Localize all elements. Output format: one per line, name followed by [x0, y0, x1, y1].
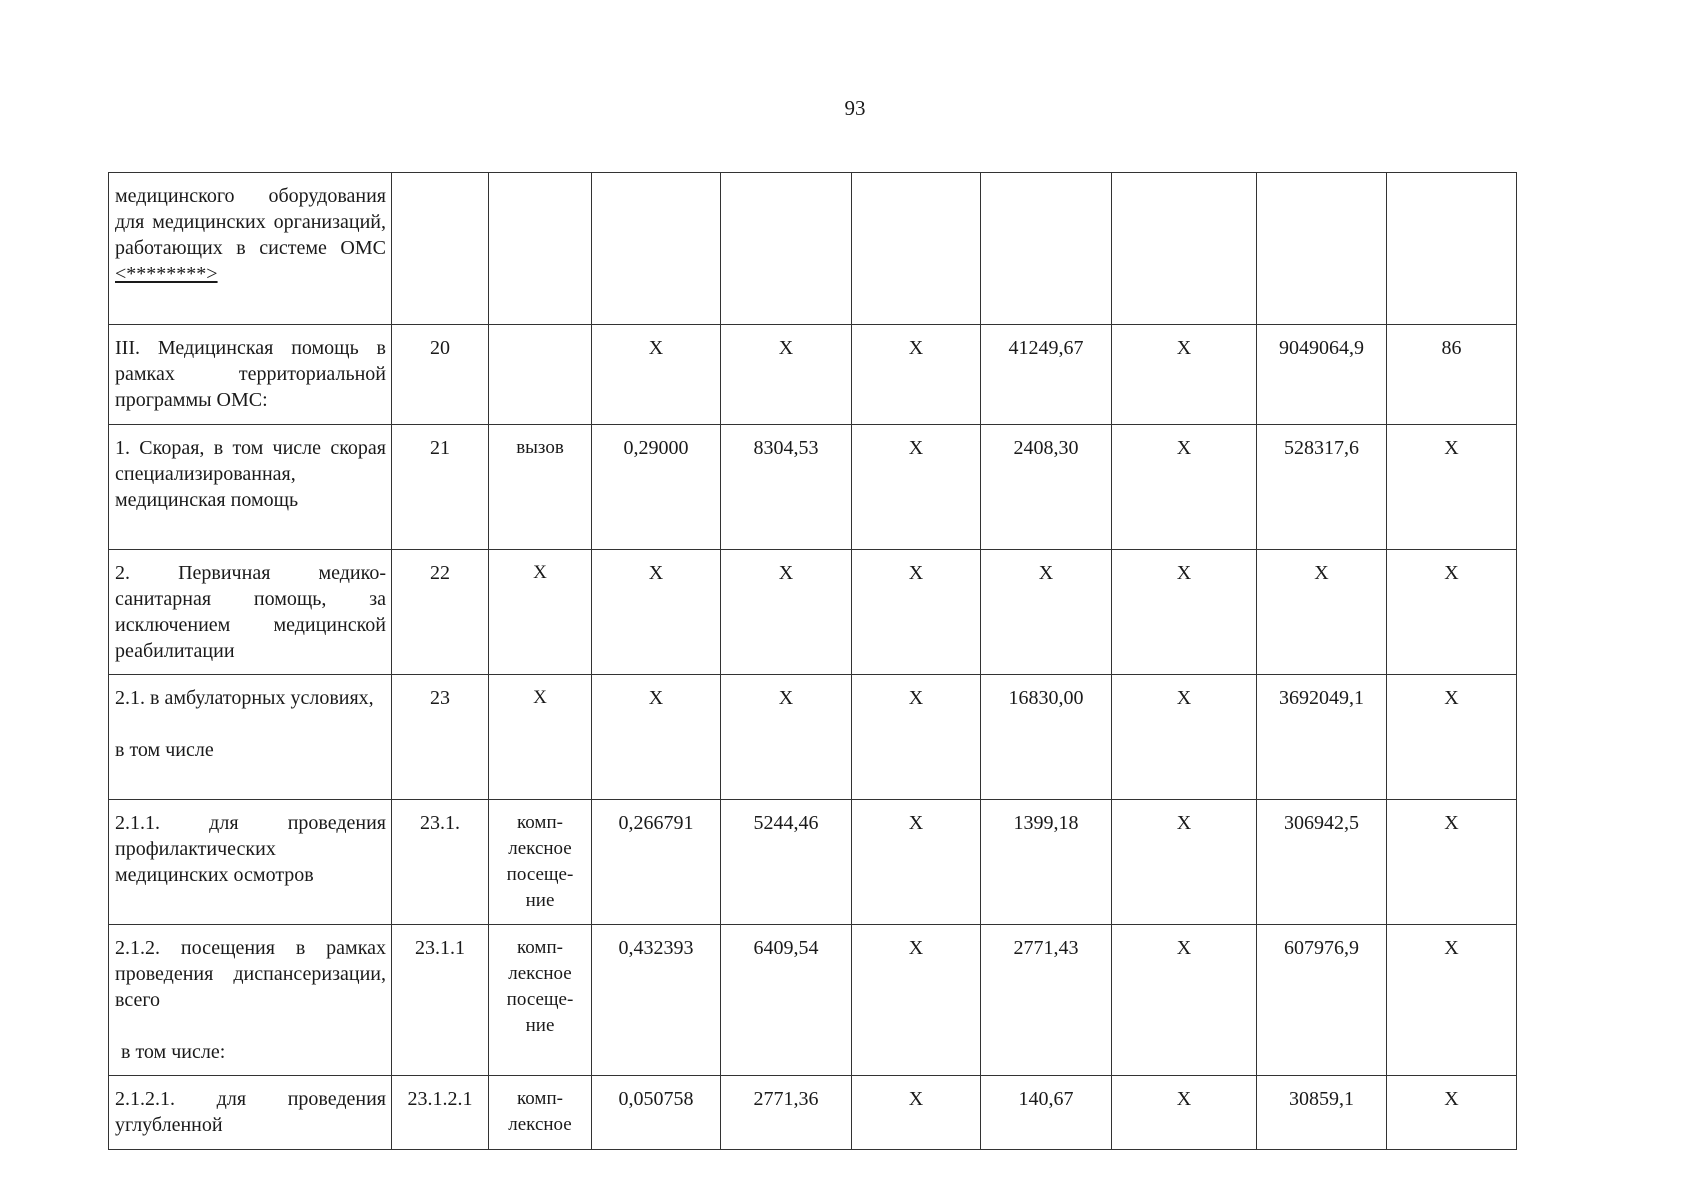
row-value-6-cell: 30859,1	[1257, 1076, 1387, 1150]
row-unit-cell: X	[489, 550, 592, 675]
row-value-6-cell: 528317,6	[1257, 425, 1387, 550]
row-value-1-cell: 0,432393	[592, 925, 721, 1076]
row-line-cell: 23.1.	[392, 800, 489, 925]
row-value-7-cell: X	[1387, 550, 1517, 675]
row-unit-cell: комп-лексное	[489, 1076, 592, 1150]
row-value-4-cell: 140,67	[981, 1076, 1112, 1150]
row-value-4-cell: 1399,18	[981, 800, 1112, 925]
row-value-7-cell: X	[1387, 800, 1517, 925]
row-value-1-cell	[592, 173, 721, 325]
row-name-text: 2. Первичная медико-санитарная помощь, за исключением медицинской реабилитации	[115, 562, 386, 662]
row-name-text: 2.1.2. посещения в рамках проведения диспансеризации, всего	[115, 937, 386, 1011]
row-name-text: медицинского оборудования для медицинских организаций, работающих в системе ОМС	[115, 185, 386, 259]
row-value-5-cell: X	[1112, 550, 1257, 675]
row-unit-cell: X	[489, 675, 592, 800]
table-row	[109, 925, 1517, 1076]
row-value-1-cell: 0,29000	[592, 425, 721, 550]
row-name-cell	[109, 675, 392, 800]
row-value-3-cell: X	[852, 675, 981, 800]
row-value-5-cell: X	[1112, 325, 1257, 425]
row-value-3-cell: X	[852, 1076, 981, 1150]
row-value-6-cell: 9049064,9	[1257, 325, 1387, 425]
row-value-6-cell: 3692049,1	[1257, 675, 1387, 800]
row-value-2-cell: 5244,46	[721, 800, 852, 925]
table-row	[109, 1076, 1517, 1150]
row-line-cell	[392, 173, 489, 325]
row-value-7-cell: X	[1387, 675, 1517, 800]
row-value-2-cell: 2771,36	[721, 1076, 852, 1150]
row-name-cell	[109, 1076, 392, 1150]
row-value-2-cell: X	[721, 325, 852, 425]
row-value-4-cell	[981, 173, 1112, 325]
row-unit-cell	[489, 173, 592, 325]
row-value-3-cell: X	[852, 550, 981, 675]
table-row	[109, 675, 1517, 800]
row-value-3-cell: X	[852, 425, 981, 550]
row-value-2-cell: X	[721, 550, 852, 675]
row-value-7-cell: X	[1387, 925, 1517, 1076]
row-value-7-cell: 86	[1387, 325, 1517, 425]
row-value-2-cell: 6409,54	[721, 925, 852, 1076]
row-name-text: 2.1. в амбулаторных условиях,	[115, 687, 374, 709]
row-name-subtext: в том числе:	[121, 1041, 226, 1063]
row-value-4-cell: 16830,00	[981, 675, 1112, 800]
table-row	[109, 425, 1517, 550]
row-name-text: 2.1.2.1. для проведения углубленной	[115, 1088, 386, 1136]
footnote-reference: <********>	[115, 263, 218, 285]
row-value-1-cell: X	[592, 675, 721, 800]
row-value-5-cell: X	[1112, 800, 1257, 925]
row-name-text: 1. Скорая, в том числе скорая специализированная, медицинская помощь	[115, 437, 386, 511]
row-value-1-cell: 0,266791	[592, 800, 721, 925]
row-unit-cell	[489, 325, 592, 425]
row-value-4-cell: 2771,43	[981, 925, 1112, 1076]
row-value-6-cell: 607976,9	[1257, 925, 1387, 1076]
row-name-text: 2.1.1. для проведения профилактических медицинских осмотров	[115, 812, 386, 886]
row-line-cell: 23.1.1	[392, 925, 489, 1076]
row-value-5-cell: X	[1112, 1076, 1257, 1150]
table-row	[109, 550, 1517, 675]
row-unit-cell: комп-лексное посеще-ние	[489, 800, 592, 925]
table-row	[109, 800, 1517, 925]
row-value-5-cell: X	[1112, 675, 1257, 800]
row-name-cell	[109, 425, 392, 550]
row-value-3-cell: X	[852, 325, 981, 425]
row-name-text: III. Медицинская помощь в рамках территориальной программы ОМС:	[115, 337, 386, 411]
row-value-4-cell: X	[981, 550, 1112, 675]
row-value-5-cell	[1112, 173, 1257, 325]
row-value-5-cell: X	[1112, 425, 1257, 550]
row-name-cell	[109, 925, 392, 1076]
row-value-5-cell: X	[1112, 925, 1257, 1076]
row-value-2-cell: 8304,53	[721, 425, 852, 550]
row-value-4-cell: 2408,30	[981, 425, 1112, 550]
row-value-7-cell: X	[1387, 1076, 1517, 1150]
row-name-cell	[109, 800, 392, 925]
row-value-7-cell	[1387, 173, 1517, 325]
row-value-7-cell: X	[1387, 425, 1517, 550]
page-number: 93	[844, 96, 866, 120]
row-line-cell: 22	[392, 550, 489, 675]
row-name-subtext: в том числе	[115, 739, 214, 761]
table-row	[109, 325, 1517, 425]
row-value-1-cell: X	[592, 325, 721, 425]
row-name-cell	[109, 173, 392, 325]
row-unit-cell: комп-лексное посеще-ние	[489, 925, 592, 1076]
row-name-cell	[109, 325, 392, 425]
row-value-2-cell: X	[721, 675, 852, 800]
row-value-6-cell: 306942,5	[1257, 800, 1387, 925]
row-value-1-cell: 0,050758	[592, 1076, 721, 1150]
row-value-3-cell	[852, 173, 981, 325]
row-value-3-cell: X	[852, 925, 981, 1076]
row-line-cell: 23.1.2.1	[392, 1076, 489, 1150]
row-line-cell: 23	[392, 675, 489, 800]
row-line-cell: 21	[392, 425, 489, 550]
row-line-cell: 20	[392, 325, 489, 425]
row-value-6-cell	[1257, 173, 1387, 325]
row-value-3-cell: X	[852, 800, 981, 925]
row-value-6-cell: X	[1257, 550, 1387, 675]
row-name-cell	[109, 550, 392, 675]
row-value-2-cell	[721, 173, 852, 325]
row-value-4-cell: 41249,67	[981, 325, 1112, 425]
row-unit-cell: вызов	[489, 425, 592, 550]
row-value-1-cell: X	[592, 550, 721, 675]
table-row	[109, 173, 1517, 325]
data-table	[108, 172, 1517, 1150]
